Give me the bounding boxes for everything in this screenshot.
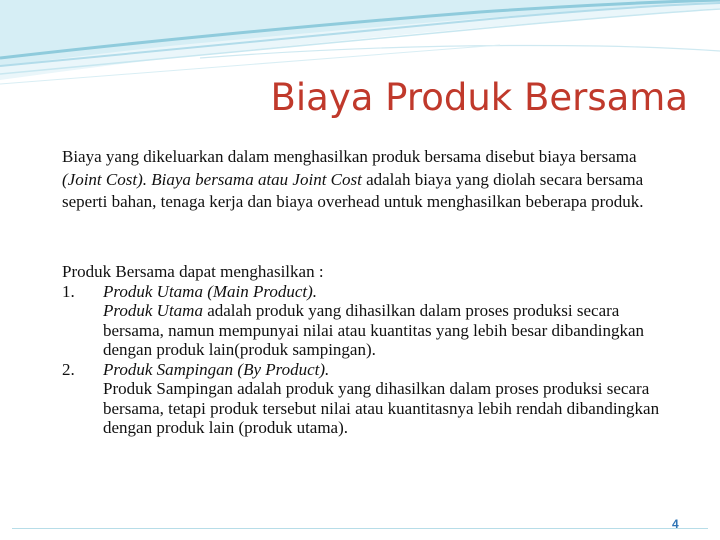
definition-text-part-1: Biaya yang dikeluarkan dalam menghasilkan produk bersama disebut biaya bersama: [62, 147, 637, 166]
definition-text-part-2: adalah biaya yang diolah secara bersama seperti bahan, tenaga kerja dan biaya overhead untuk menghasilkan beberapa produk.: [62, 169, 644, 211]
page-number: 4: [672, 517, 679, 531]
list-item-by-product: [62, 360, 682, 438]
list-item-description: [103, 379, 682, 438]
list-item-description-italic: Produk Utama: [103, 301, 203, 320]
list-item-description-text: adalah produk yang dihasilkan dalam proses produksi secara bersama, namun mempunyai nilai atau kuantitas yang lebih besar dibandingkan dengan produk lain(produk sampingan).: [103, 301, 645, 359]
list-item-number: 1.: [62, 281, 75, 301]
definition-paragraph: [62, 146, 662, 214]
product-types-list: [62, 282, 682, 438]
product-types-section: [62, 262, 682, 438]
slide-title: Biaya Produk Bersama: [270, 76, 688, 119]
definition-text-italic: (Joint Cost). Biaya bersama atau Joint Cost: [62, 169, 362, 189]
list-item-main-product: [62, 282, 682, 360]
list-item-heading: Produk Sampingan (By Product).: [103, 359, 330, 379]
list-item-description: [103, 301, 682, 360]
list-item-number: 2.: [62, 359, 75, 379]
product-types-intro: Produk Bersama dapat menghasilkan :: [62, 262, 324, 281]
bottom-divider: [12, 528, 708, 529]
list-item-heading: Produk Utama (Main Product).: [103, 281, 318, 301]
list-item-description-text: Produk Sampingan adalah produk yang dihasilkan dalam proses produksi secara bersama, tetapi produk tersebut nilai atau kuantitasnya lebih rendah dibandingkan dengan produk lain (produk utama).: [103, 379, 660, 437]
